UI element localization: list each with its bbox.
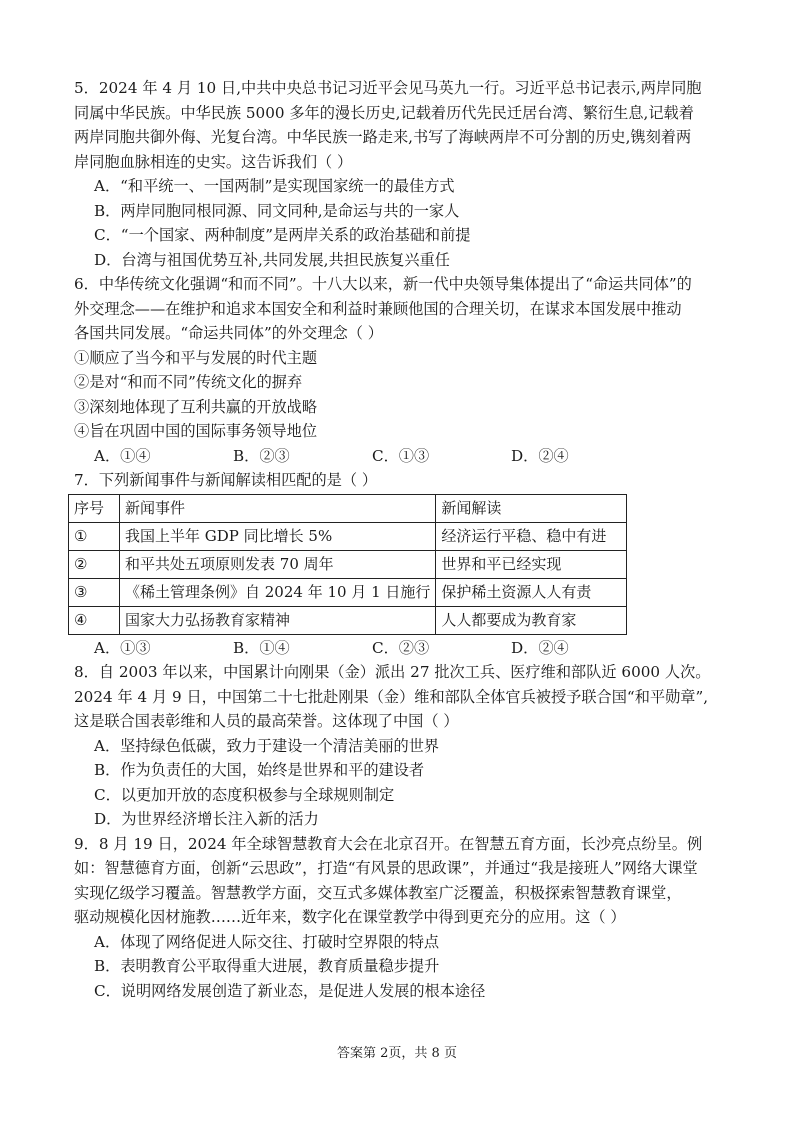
table-cell: 人人都要成为教育家 [436,606,627,634]
table-row [69,578,627,606]
question-5-option-d: D．台湾与祖国优势互补,共同发展,共担民族复兴重任 [94,250,450,269]
question-9-line: 实现亿级学习覆盖。智慧教学方面，交互式多媒体教室广泛覆盖，积极探索智慧教育课堂， [74,883,682,902]
table-header-row [69,494,627,522]
table-cell: 经济运行平稳、稳中有进 [436,522,627,550]
question-8-line: 2024 年 4 月 9 日，中国第二十七批赴刚果（金）维和部队全体官兵被授予联合国“和平勋章”, [74,687,709,706]
question-6-line: 6．中华传统文化强调“和而不同”。十八大以来，新一代中央领导集体提出了“命运共同体”的 [74,275,692,293]
table-cell: ② [69,550,120,578]
question-7-option-d: D．②④ [511,638,569,657]
page-footer: 答案第 2页，共 8 页 [337,1046,457,1061]
table-cell: ① [69,522,120,550]
question-9 [74,832,722,1004]
question-6-options [74,444,722,469]
table-cell: 世界和平已经实现 [436,550,627,578]
question-9-line: 如：智慧德育方面，创新“云思政”，打造“有风景的思政课”，并通过“我是接班人”网络大课堂 [74,859,698,877]
table-cell: 和平共处五项原则发表 70 周年 [120,550,436,578]
question-7-stem: 7．下列新闻事件与新闻解读相匹配的是（ ） [74,471,378,489]
question-6-option-b: B．②③ [233,446,290,465]
question-6-option-d: D．②④ [511,446,569,465]
question-6 [74,272,722,468]
question-6-statement: ④旨在巩固中国的国际事务领导地位 [74,422,317,440]
question-6-option-c: C．①③ [372,446,430,465]
question-6-line: 各国共同发展。“命运共同体”的外交理念（ ） [74,324,383,342]
question-7-option-b: B．①④ [233,638,290,657]
table-header-cell: 新闻解读 [436,494,627,522]
table-row [69,606,627,634]
question-9-option-b: B．表明教育公平取得重大进展，教育质量稳步提升 [94,957,440,975]
table-row [69,550,627,578]
question-8 [74,660,722,832]
table-cell: 我国上半年 GDP 同比增长 5% [120,522,436,550]
question-6-statement: ③深刻地体现了互利共赢的开放战略 [74,397,317,416]
question-5-option-b: B．两岸同胞同根同源、同文同种,是命运与共的一家人 [94,201,460,220]
news-table [68,494,627,635]
table-cell: 国家大力弘扬教育家精神 [120,606,436,634]
question-6-statement: ①顺应了当今和平与发展的时代主题 [74,348,317,367]
table-cell: ③ [69,578,120,606]
table-row [69,522,627,550]
question-5-line: 同属中华民族。中华民族 5000 多年的漫长历史,记载着历代先民迁居台湾、繁衍生息,记载着 [74,103,694,122]
table-cell: 《稀土管理条例》自 2024 年 10 月 1 日施行 [120,578,436,606]
question-8-option-c: C．以更加开放的态度积极参与全球规则制定 [94,785,395,804]
question-8-line: 8．自 2003 年以来，中国累计向刚果（金）派出 27 批次工兵、医疗维和部队近 6000 人次。 [74,663,711,681]
question-8-option-a: A．坚持绿色低碳，致力于建设一个清洁美丽的世界 [94,736,440,755]
question-8-option-b: B．作为负责任的大国，始终是世界和平的建设者 [94,761,425,779]
question-9-option-c: C．说明网络发展创造了新业态，是促进人发展的根本途径 [94,981,486,1000]
question-9-line: 驱动规模化因材施教……近年来，数字化在课堂教学中得到更充分的应用。这（ ） [74,908,626,926]
table-header-cell: 新闻事件 [120,494,436,522]
question-7-option-a: A．①③ [94,638,151,657]
question-9-line: 9．8 月 19 日，2024 年全球智慧教育大会在北京召开。在智慧五育方面，长沙亮点纷呈。例 [74,834,703,853]
question-9-option-a: A．体现了网络促进人际交往、打破时空界限的特点 [94,932,440,951]
table-cell: 保护稀土资源人人有责 [436,578,627,606]
question-5-line: 两岸同胞共御外侮、光复台湾。中华民族一路走来,书写了海峡两岸不可分割的历史,镌刻着两 [74,128,692,146]
page-content [74,76,722,1003]
question-7-option-c: C．②③ [372,638,430,657]
question-5-option-c: C．“一个国家、两种制度”是两岸关系的政治基础和前提 [94,226,471,244]
question-7 [74,468,722,660]
question-5-line: 5．2024 年 4 月 10 日,中共中央总书记习近平会见马英九一行。习近平总书记表示,两岸同胞 [74,79,702,97]
question-6-line: 外交理念——在维护和追求本国安全和利益时兼顾他国的合理关切，在谋求本国发展中推动 [74,299,682,318]
question-6-option-a: A．①④ [94,446,151,465]
question-8-line: 这是联合国表彰维和人员的最高荣誉。这体现了中国（ ） [74,712,459,730]
question-8-option-d: D．为世界经济增长注入新的活力 [94,810,319,828]
table-cell: ④ [69,606,120,634]
question-7-options [74,636,722,661]
question-6-statement: ②是对“和而不同”传统文化的摒弃 [74,373,303,391]
table-header-cell: 序号 [69,494,120,522]
question-5-option-a: A．“和平统一、一国两制”是实现国家统一的最佳方式 [94,177,455,195]
question-5 [74,76,722,272]
question-5-line: 岸同胞血脉相连的史实。这告诉我们（ ） [74,152,353,171]
